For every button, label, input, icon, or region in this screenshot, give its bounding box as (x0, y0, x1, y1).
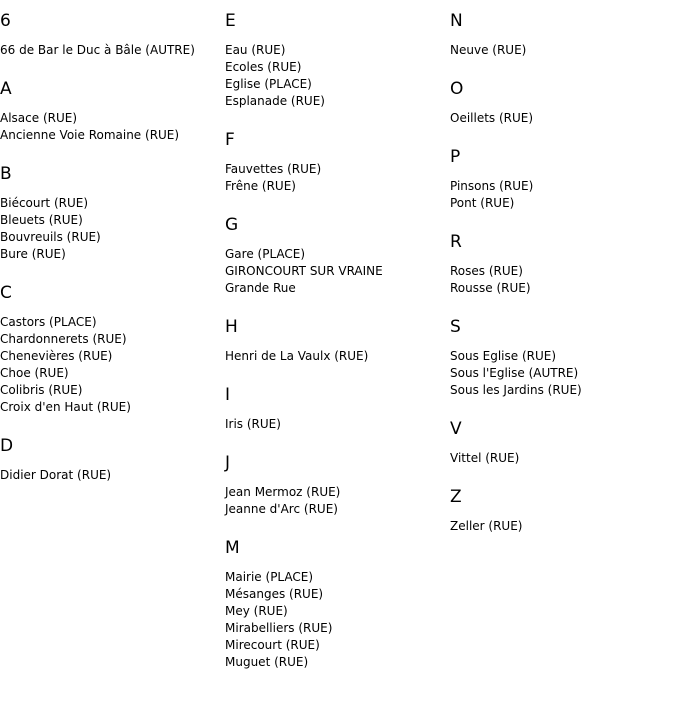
street-item (0, 348, 215, 365)
street-item (225, 620, 440, 637)
letter-heading: P (450, 147, 461, 167)
letter-group (450, 316, 665, 399)
letter-heading: R (450, 232, 462, 252)
street-link[interactable]: Rousse (RUE) (450, 281, 531, 295)
letter-heading: S (450, 317, 461, 337)
street-item (450, 450, 665, 467)
letter-heading: A (0, 79, 12, 99)
street-link[interactable]: Frêne (RUE) (225, 179, 296, 193)
street-item (0, 127, 215, 144)
street-link[interactable]: Mirecourt (RUE) (225, 638, 320, 652)
street-link[interactable]: Choe (RUE) (0, 366, 69, 380)
street-link[interactable]: GIRONCOURT SUR VRAINE (225, 264, 383, 278)
street-index-column-1 (0, 10, 215, 503)
letter-heading: N (450, 11, 463, 31)
street-index-column-2 (225, 10, 440, 690)
letter-group (225, 214, 440, 297)
street-link[interactable]: Jean Mermoz (RUE) (225, 485, 341, 499)
street-link[interactable]: Bouvreuils (RUE) (0, 230, 101, 244)
letter-group (0, 163, 215, 263)
street-link[interactable]: Croix d'en Haut (RUE) (0, 400, 131, 414)
street-list (0, 195, 215, 263)
letter-group (0, 282, 215, 416)
street-item (225, 637, 440, 654)
street-item (450, 110, 665, 127)
street-item (450, 280, 665, 297)
street-link[interactable]: Didier Dorat (RUE) (0, 468, 112, 482)
street-list (225, 569, 440, 671)
street-item (0, 382, 215, 399)
letter-group (0, 78, 215, 144)
street-list (225, 246, 440, 297)
street-link[interactable]: Eau (RUE) (225, 43, 286, 57)
street-link[interactable]: Chenevières (RUE) (0, 349, 113, 363)
street-link[interactable]: Fauvettes (RUE) (225, 162, 322, 176)
street-item (225, 76, 440, 93)
street-link[interactable]: Mey (RUE) (225, 604, 288, 618)
street-item (0, 229, 215, 246)
street-item (0, 212, 215, 229)
letter-heading: F (225, 130, 235, 150)
street-list (450, 110, 665, 127)
letter-heading: I (225, 385, 231, 405)
letter-heading: V (450, 419, 462, 439)
street-link[interactable]: Pont (RUE) (450, 196, 515, 210)
street-item (0, 42, 215, 59)
street-item (225, 246, 440, 263)
street-item (0, 110, 215, 127)
letter-group (450, 418, 665, 467)
street-list (450, 450, 665, 467)
street-item (0, 399, 215, 416)
street-link[interactable]: Iris (RUE) (225, 417, 281, 431)
letter-group (225, 384, 440, 433)
street-item (225, 280, 440, 297)
street-item (0, 246, 215, 263)
street-item (0, 331, 215, 348)
street-link[interactable]: Sous l'Eglise (AUTRE) (450, 366, 579, 380)
street-link[interactable]: Grande Rue (225, 281, 296, 295)
letter-group (450, 146, 665, 212)
street-item (225, 654, 440, 671)
street-list (0, 314, 215, 416)
letter-group (450, 10, 665, 59)
street-item (450, 263, 665, 280)
letter-heading: J (225, 453, 231, 473)
street-link[interactable]: Sous les Jardins (RUE) (450, 383, 582, 397)
street-link[interactable]: Bure (RUE) (0, 247, 66, 261)
street-list (0, 110, 215, 144)
street-link[interactable]: Muguet (RUE) (225, 655, 309, 669)
street-link[interactable]: Alsace (RUE) (0, 111, 78, 125)
street-item (0, 195, 215, 212)
street-link[interactable]: Henri de La Vaulx (RUE) (225, 349, 369, 363)
street-list (450, 42, 665, 59)
street-item (450, 178, 665, 195)
letter-heading: M (225, 538, 240, 558)
letter-group (225, 10, 440, 110)
street-item (450, 348, 665, 365)
street-item (450, 518, 665, 535)
street-link[interactable]: Jeanne d'Arc (RUE) (225, 502, 338, 516)
street-link[interactable]: Mésanges (RUE) (225, 587, 324, 601)
street-item (225, 501, 440, 518)
street-item (225, 42, 440, 59)
street-item (0, 314, 215, 331)
street-link[interactable]: Oeillets (RUE) (450, 111, 534, 125)
street-item (225, 484, 440, 501)
letter-group (0, 10, 215, 59)
street-link[interactable]: Zeller (RUE) (450, 519, 523, 533)
street-list (0, 42, 215, 59)
street-list (225, 42, 440, 110)
street-link[interactable]: 66 de Bar le Duc à Bâle (AUTRE) (0, 43, 195, 57)
letter-group (450, 78, 665, 127)
letter-group (225, 537, 440, 671)
street-item (0, 365, 215, 382)
street-link[interactable]: Eglise (PLACE) (225, 77, 312, 91)
letter-heading: G (225, 215, 239, 235)
street-item (225, 93, 440, 110)
street-item (450, 42, 665, 59)
street-item (225, 569, 440, 586)
street-item (225, 161, 440, 178)
street-index-column-3 (450, 10, 665, 554)
street-link[interactable]: Pinsons (RUE) (450, 179, 534, 193)
letter-group (450, 486, 665, 535)
street-link[interactable]: Neuve (RUE) (450, 43, 527, 57)
street-item (225, 586, 440, 603)
street-list (450, 178, 665, 212)
letter-heading: O (450, 79, 464, 99)
letter-heading: E (225, 11, 236, 31)
street-link[interactable]: Bleuets (RUE) (0, 213, 83, 227)
letter-heading: 6 (0, 11, 11, 31)
letter-group (450, 231, 665, 297)
street-link[interactable]: Chardonnerets (RUE) (0, 332, 127, 346)
street-list (450, 518, 665, 535)
letter-group (0, 435, 215, 484)
letter-group (225, 129, 440, 195)
letter-heading: H (225, 317, 238, 337)
street-list (225, 416, 440, 433)
street-link[interactable]: Esplanade (RUE) (225, 94, 325, 108)
street-link[interactable]: Sous Eglise (RUE) (450, 349, 557, 363)
street-link[interactable]: Castors (PLACE) (0, 315, 97, 329)
street-list (0, 467, 215, 484)
letter-heading: B (0, 164, 12, 184)
street-link[interactable]: Ancienne Voie Romaine (RUE) (0, 128, 180, 142)
letter-heading: D (0, 436, 14, 456)
street-list (450, 348, 665, 399)
street-item (225, 348, 440, 365)
street-item (450, 195, 665, 212)
street-list (225, 348, 440, 365)
letter-group (225, 452, 440, 518)
letter-heading: Z (450, 487, 462, 507)
street-item (450, 382, 665, 399)
street-link[interactable]: Mairie (PLACE) (225, 570, 314, 584)
street-list (225, 161, 440, 195)
street-link[interactable]: Mirabelliers (RUE) (225, 621, 333, 635)
street-link[interactable]: Gare (PLACE) (225, 247, 306, 261)
street-item (225, 416, 440, 433)
street-link[interactable]: Biécourt (RUE) (0, 196, 89, 210)
street-link[interactable]: Ecoles (RUE) (225, 60, 302, 74)
street-link[interactable]: Roses (RUE) (450, 264, 523, 278)
letter-heading: C (0, 283, 12, 303)
street-item (225, 263, 440, 280)
street-item (225, 59, 440, 76)
letter-group (225, 316, 440, 365)
street-item (225, 603, 440, 620)
street-item (450, 365, 665, 382)
street-list (225, 484, 440, 518)
street-link[interactable]: Vittel (RUE) (450, 451, 520, 465)
street-link[interactable]: Colibris (RUE) (0, 383, 83, 397)
street-item (0, 467, 215, 484)
street-item (225, 178, 440, 195)
street-list (450, 263, 665, 297)
